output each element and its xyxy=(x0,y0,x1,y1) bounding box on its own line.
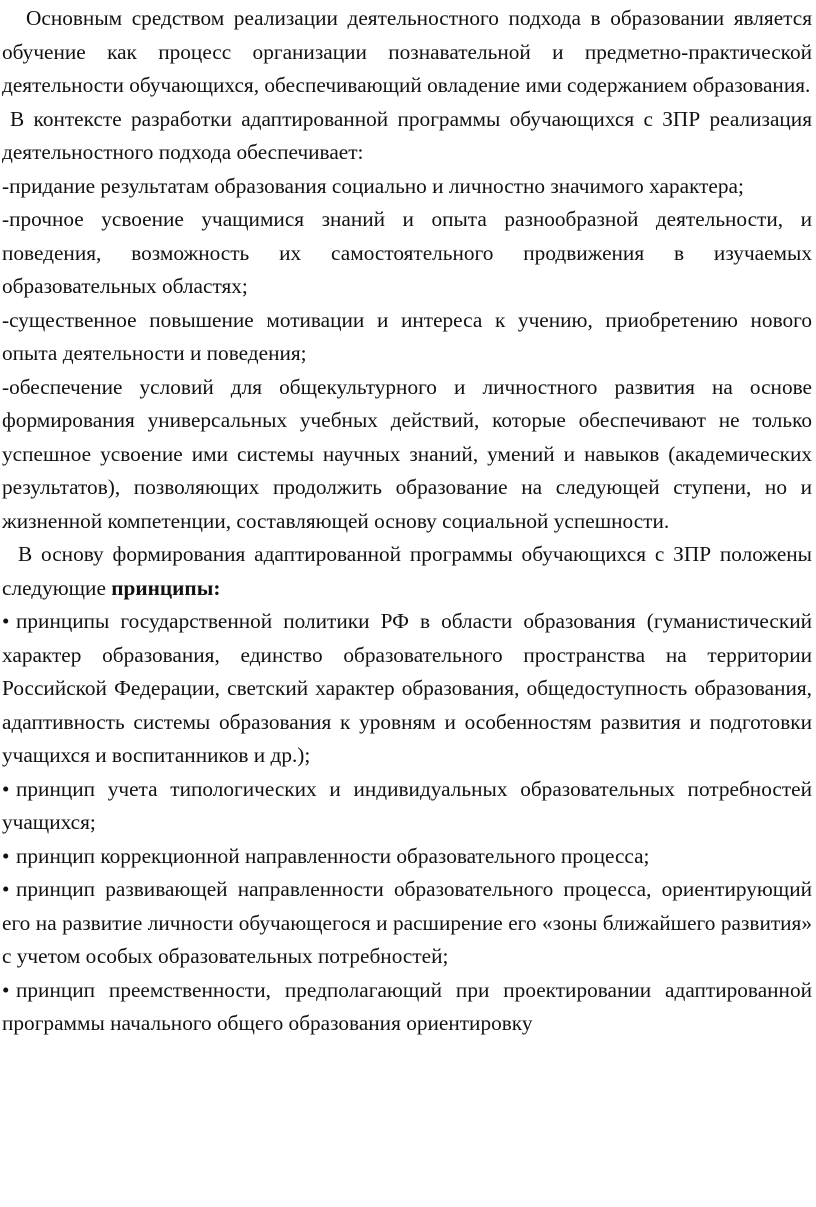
principles-bold-word: принципы: xyxy=(111,575,221,600)
bullet-item-text: принцип преемственности, предполагающий при проектировании адаптированной программы начального общего образования ориентировку xyxy=(2,977,812,1035)
paragraph-main-means: Основным средством реализации деятельностного подхода в образовании является обучение как процесс организации познавательной и предметно-практической деятельности обучающихся, обеспечивающий овладение ими содержанием образования. xyxy=(2,6,812,97)
principles-intro-text: В основу формирования адаптированной программы обучающихся с ЗПР положены следующие xyxy=(2,542,812,600)
bullet-icon: • xyxy=(2,609,10,633)
paragraph-context: В контексте разработки адаптированной программы обучающихся с ЗПР реализация деятельностного подхода обеспечивает: xyxy=(2,106,812,164)
bullet-item-text: принцип коррекционной направленности образовательного процесса; xyxy=(16,843,650,868)
bullet-item-text: принципы государственной политики РФ в области образования (гуманистический характер образования, единство образовательного пространства на территории Российской Федерации, светский характер образования, общедоступность образования, адаптивность системы образования к уровням и особенностям развития и подготовки учащихся и воспитанников и др.); xyxy=(2,609,812,767)
dash-item: -придание результатам образования социально и личностно значимого характера; xyxy=(2,173,744,198)
bullet-item-text: принцип развивающей направленности образовательного процесса, ориентирующий его на развитие личности обучающегося и расширение его «зоны ближайшего развития» с учетом особых образовательных потребностей; xyxy=(2,877,812,968)
bullet-item-text: принцип учета типологических и индивидуальных образовательных потребностей учащихся; xyxy=(2,776,812,834)
bullet-icon: • xyxy=(2,977,10,1002)
bullet-item xyxy=(2,773,812,840)
dash-item: -обеспечение условий для общекультурного и личностного развития на основе формирования универсальных учебных действий, которые обеспечивают не только успешное усвоение ими системы научных знаний, умений и навыков (академических результатов), позволяющих продолжить образование на следующей ступени, но и жизненной компетенции, составляющей основу социальной успешности. xyxy=(2,374,812,533)
paragraph-principles-intro xyxy=(2,538,812,605)
bullet-icon: • xyxy=(2,877,10,901)
bullet-item xyxy=(2,840,812,874)
bullet-item xyxy=(2,873,812,974)
dash-item: -существенное повышение мотивации и интереса к учению, приобретению нового опыта деятельности и поведения; xyxy=(2,307,812,365)
bullet-item xyxy=(2,605,812,773)
dash-item: -прочное усвоение учащимися знаний и опыта разнообразной деятельности, и поведения, возможность их самостоятельного продвижения в изучаемых образовательных областях; xyxy=(2,207,812,298)
bullet-item xyxy=(2,974,812,1041)
bullet-icon: • xyxy=(2,843,10,868)
bullet-icon: • xyxy=(2,776,10,801)
